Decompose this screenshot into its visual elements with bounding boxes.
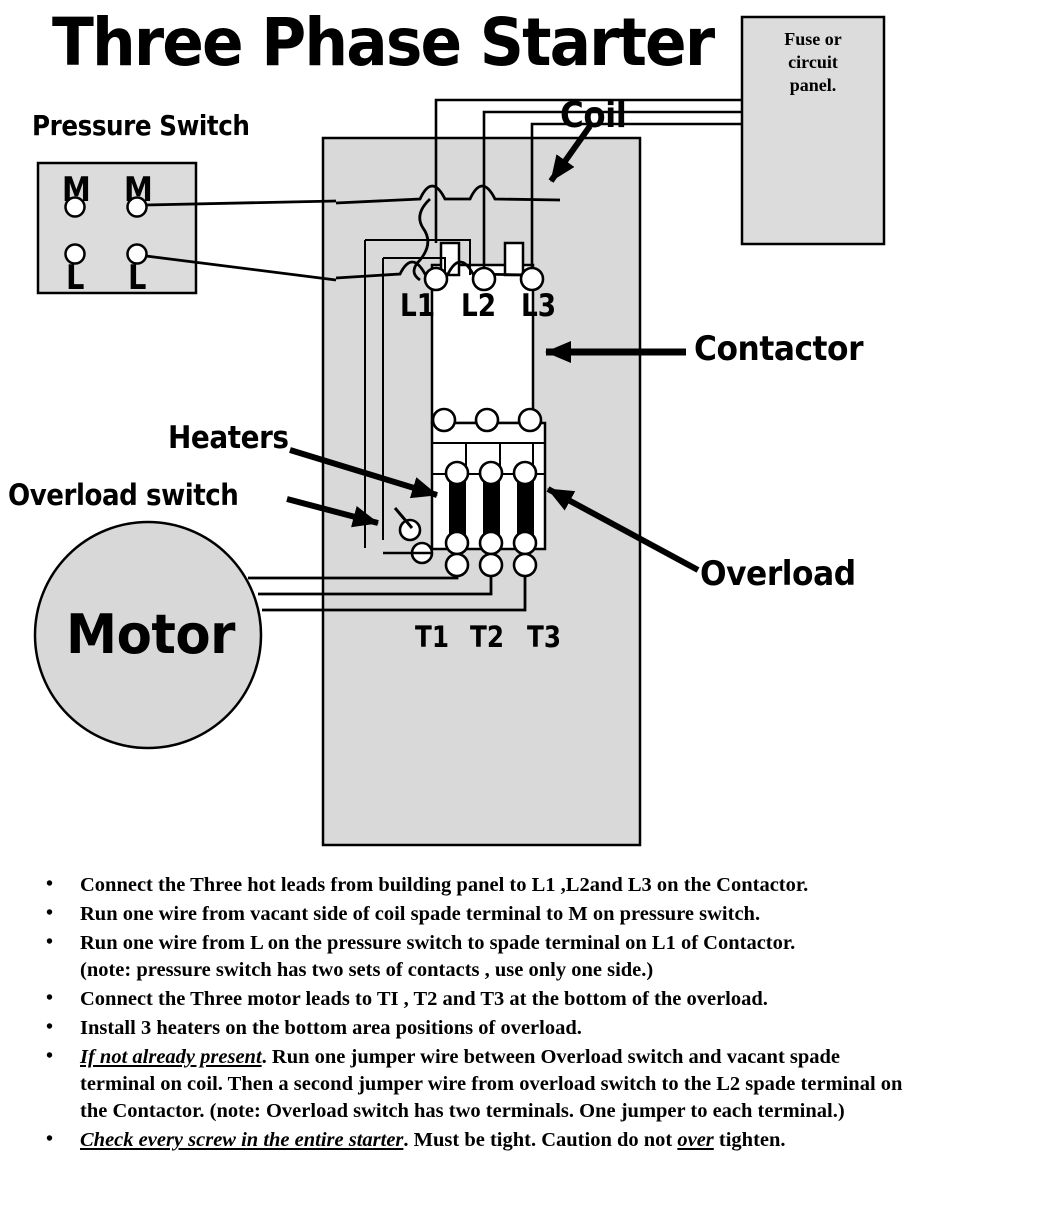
fuse-panel-line-1: Fuse or	[784, 29, 842, 49]
pressure-label-l-right: L	[128, 258, 147, 298]
pressure-label-l-left: L	[66, 258, 85, 298]
emphasis-text: Check every screw in the entire starter	[80, 1129, 404, 1152]
heater-bar-2	[483, 478, 500, 538]
terminal-label-t3: T3	[527, 620, 561, 654]
step-connect-hot-leads	[40, 872, 1060, 899]
emphasis-word: over	[677, 1129, 714, 1152]
instruction-line: Run one wire from vacant side of coil spade terminal to M on pressure switch.	[80, 903, 761, 926]
terminal-heater-bottom-3	[514, 532, 536, 554]
instructions-section	[0, 872, 1060, 1156]
terminal-l3	[521, 268, 543, 290]
heater-bar-3	[517, 478, 534, 538]
terminal-heater-top-1	[446, 462, 468, 484]
terminal-t1	[446, 554, 468, 576]
label-heaters: Heaters	[168, 420, 289, 456]
terminal-heater-top-3	[514, 462, 536, 484]
step-coil-to-m	[40, 901, 1060, 928]
label-motor: Motor	[66, 603, 235, 666]
instruction-line: Connect the Three motor leads to TI , T2 and T3 at the bottom of the overload.	[80, 988, 768, 1011]
instruction-list	[0, 872, 1060, 1154]
terminal-t3	[514, 554, 536, 576]
fuse-panel-line-2: circuit	[788, 52, 838, 73]
step-jumpers: • If not already present. Run one jumper wire between Overload switch and vacant spade terminal on coil. Then a second jumper wire from overload switch to the L2 spade terminal on the Contactor. (note: Overload switch has two terminals. One jumper to each terminal.)	[40, 1044, 1060, 1125]
fuse-panel-caption	[748, 28, 878, 97]
label-contactor: Contactor	[694, 329, 864, 369]
terminal-overload-switch-upper	[400, 520, 420, 540]
instruction-line: Install 3 heaters on the bottom area positions of overload.	[80, 1017, 582, 1040]
terminal-contactor-load-3	[519, 409, 541, 431]
terminal-label-l1: L1	[400, 288, 436, 324]
terminal-heater-bottom-2	[480, 532, 502, 554]
terminal-contactor-load-2	[476, 409, 498, 431]
label-coil: Coil	[560, 95, 627, 136]
terminal-contactor-load-1	[433, 409, 455, 431]
terminal-label-t1: T1	[415, 620, 449, 654]
pressure-label-m-left: M	[62, 170, 91, 210]
step-install-heaters	[40, 1015, 1060, 1042]
terminal-label-l3: L3	[521, 288, 557, 324]
label-pressure-switch: Pressure Switch	[32, 109, 250, 142]
fuse-panel-line-3: panel.	[789, 75, 837, 96]
instruction-line: Connect the Three hot leads from building panel to L1 ,L2and L3 on the Contactor.	[80, 874, 809, 896]
label-overload-switch: Overload switch	[8, 478, 239, 512]
emphasis-text: If not already present	[80, 1046, 262, 1069]
terminal-label-l2: L2	[461, 288, 497, 324]
terminal-l2	[473, 268, 495, 290]
terminal-heater-bottom-1	[446, 532, 468, 554]
heater-bar-1	[449, 478, 466, 538]
label-overload: Overload	[700, 554, 856, 594]
step-check-screws: • Check every screw in the entire starter. Must be tight. Caution do not over tighten.	[40, 1127, 1060, 1154]
instruction-line: (note: pressure switch has two sets of contacts , use only one side.)	[80, 959, 654, 982]
terminal-l1	[425, 268, 447, 290]
page-title: Three Phase Starter	[52, 4, 714, 81]
instruction-line: Run one wire from L on the pressure switch to spade terminal on L1 of Contactor.	[80, 932, 796, 955]
pressure-label-m-right: M	[124, 170, 153, 210]
step-l-to-l1	[40, 930, 1060, 984]
terminal-heater-top-2	[480, 462, 502, 484]
contactor-post-l3	[505, 243, 523, 275]
step-motor-leads	[40, 986, 1060, 1013]
terminal-label-t2: T2	[470, 620, 504, 654]
terminal-t2	[480, 554, 502, 576]
